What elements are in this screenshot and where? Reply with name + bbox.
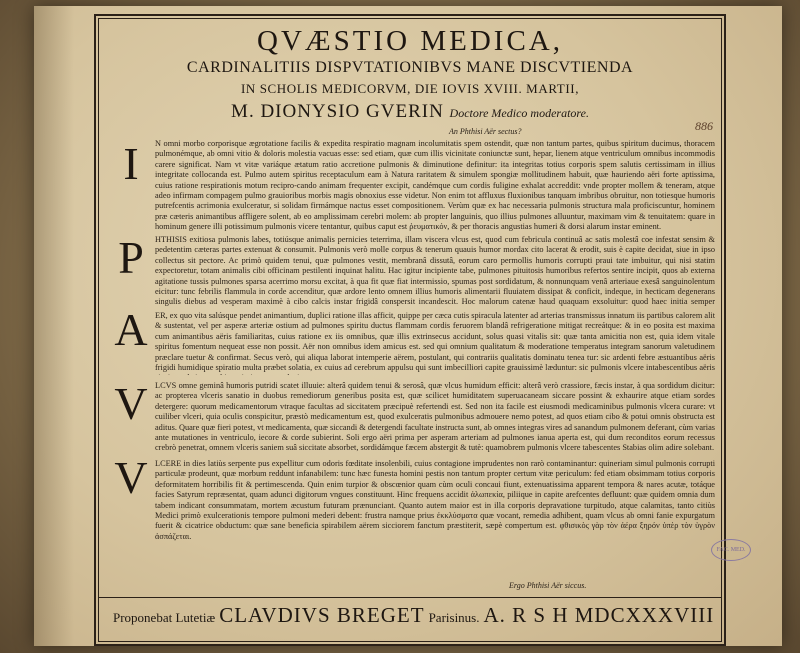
binding-shadow: [34, 6, 74, 646]
title-schools-date: IN SCHOLIS MEDICORVM, DIE IOVIS XVIII. MARTII,: [240, 81, 580, 96]
paragraph: ER, ex quo vita salúsque pendet animantium, duplici ratione illas afficit, quippe per cæca cutis spiracula latenter ad arterias transmissus innatum iis partibus calorem alit & sustentat, vel per asperæ arteriæ ostium ad pulmones spiritu ductus flammam cordis feruorem blandâ refrigeratione mitigat recreátque: & in eo posita est maxima cum animantibus aëris familiaritas, cuius ratione ex iis omnibus, quæ illis extrinsecus accidunt, solus quasi vitalis sit: quæ tanta amicitia non est, quia idem vitale spiritus fomentum nequeat esse non possit. Aër non omnibus idem amicus est. sed qui omnium qualitatum & moderatione temperatus integram sanorum valetudinem præclare tuetur & confirmat. Secus verò, qui aliqua laborat intemperie aërem, postulant, qui contrariis qualitatis dominatu tenea tur: sic ardenti febre æstuantibus aëris frigidi humidique spiratio multa præbet solatia, ex cuius ad cerebrum appulsu qui sunt imbecilliori capite grauissimè læduntur: sic pulmonis vlcere intabescentibus aëris: [155, 311, 715, 373]
thesis-broadside: [94, 14, 746, 646]
printed-page: [34, 6, 782, 646]
paragraph: N omni morbo corporisque ægrotatione facilis & expedita respiratio magnam incolumitatis spem ostendit, quæ non tantum partes, quibus spiritum ducimus, thoracem pulmonémque, ab omni vitio & doloris molestia vacuas esse: sed etiam, quæ cum illis vicinitate coniunctæ sunt, hepar, lienem atque ventriculum omnibus incommodis carere significat. Nam vt vitæ variáque ætatum ratio accretione pulmonis & diminutione definitur: ita integritas totius corporis spem salutis certissimam in illius integritate collocanda est. Pulmo autem spiritus receptaculum eam à Natura raritatem & simulem spongiæ mollitudinem habuit, quæ hauriendo aëri forte aptissima, cuius ratione respirationis motum recipro-cando animam frequenter excipit, candémque cum cordis fuligine exhalat accreddit: vnde propter mollem & teneram, atque adeo infirmam compagem pulmo grauioribus morbis magis obnoxius esse videtur. Non enim tot affluxus fluxionibus tanquam imbribus obruitur, non totiesque humoris putrefcentis acrimonia exulceratur, si solidam firmámque nactus esset compositionem. Verùm quæ ex hac necessaria pulmonis structura mala proficiscuntur, hominem præ cæteris animantibus affligere solent, ab eo amplissimam cerebri molem: ab propter languinis, quo illius pulmones alluuntur, maximam vim & tenuitatem: quare in hominum genere illi potissimum pulmonis vicere tentantur, quibus caput est ῥευματικόν, & per thoracis angustias humeri & dorsi alarum instar eminent.: [155, 139, 715, 232]
initial-letter: P: [118, 232, 144, 283]
paragraph: LCERE in dies latiùs serpente pus expellitur cum odoris fœditate insolenbili, cuius contagione imprudentes non rarò contaminantur: quineriam simul pulmonis corrupti particulæ prodeunt, quæ morbum reddunt infanabilem: tunc hæc funesta homini pestis non tantum propter certum vitæ periculum: fed etiam obsimmam totius corporis deformitatem horribilis fit & pertimescenda. Quin enim turpior & obscœnior quam cùm oculi concaui fiunt, extenuatissima apparent tempora & nares acutæ, totáque facies Satyrum repræsentat, quam adunci digitorum vngues constituunt. Hinc frequens accidit ἀλωπεκία, piliique in capite arefcentes defluunt: quæ quidem omnia dum tabem indicant consummatam, mortem æcustum futuram prænunciant. Quanto autem maior est in illa corporis depravatione turpitudo, atque calamitas, tanto citiùs Medici primò exulcerationis tempore pulmoni mederi debent: frustra namque prius ἐκκλύσματα quæ vocant, remedia adhibent, quam vlcus ab omni fanie expurgatum fuerit & cicatrice obductum: quæ sane beneficia spirabilem aërem sicciorem fanctum præstiterit, sæpè compertum est. φθισικὸς γὰρ τὸν ἀέρα ξηρόν ὑπὲρ τὸν ὑγρὸν ἀσπάζεται.: [155, 459, 715, 541]
title-disputation: CARDINALITIIS DISPVTATIONIBVS MANE DISCVTIENDA: [186, 59, 634, 76]
initial-letter: V: [114, 452, 148, 503]
library-stamp: FAC. MED.: [711, 539, 751, 561]
imprint-line: [113, 603, 713, 628]
imprint-year: A. R S H MDCXXXVIII: [483, 603, 715, 627]
imprint-prefix: Proponebat Lutetiæ: [113, 610, 216, 625]
divider: [99, 597, 721, 598]
moderator-name: M. DIONYSIO GVERIN: [231, 101, 444, 122]
paragraph: LCVS omne geminâ humoris putridi scatet illuuie: alterâ quidem tenui & serosâ, quæ vlcus humidum efficit: alterâ verò crassiore, fæcis instar, à qua sordidum dicitur: ac propterea vlceris sanatio in duobus remediorum generibus posita est, quæ scilicet humiditatem superuacaneam siccare possint & exhaurire atque etiam sordes detergere: quorum medicamentorum vtraque facultas ad siccitatem præcipuè refertendi est. Sed non ita facile est eiusmodi medicaminibus pulmonis vlcera curare: vt cuiliber vlceri, quia oculis conspicitur, præstò medicamentum est, quod exulceratis pulmonibus admouere nemo potest, ad quos etiam cibo & potui omnis obstructa est aditus. Quare quæ fieri potest, vt medicamenta, quæ siccandi & detergendi facultate instructa sunt, ab omnes integras vires ad sanandum pulmonem deferant, cùm varias ante mutationes in ventriculo, iecore & corde subierint. Soli ergo aëri prima per asperam arteriam ad pulmones ianua aperta est, qui dum reconditos eorum recessus crebrò penetrat, omnem vlceris saniem suâ siccitate absorbet, sordidámque fæcem abstergit & tutè: quamobrem pulmonis vlcere tabescentes Stabias olim adire solebant.: [155, 381, 715, 453]
paragraph: HTHISIS exitiosa pulmonis labes, totiúsque animalis pernicies teterrima, illam viscera vlcus est, quod cum febricula continuâ ac satis molestâ coe infestat sensim & pedetentim cæteras partes extenuat & consumit. Pulmonis verò molle corpus & tenerum quauis humor mordax cito lacerat & erodit, suis è capite decidat, siue in ipso collectus sit pectore. Ac primò quidem tenui, quæ pulmones vestit, membranâ dissutâ, eorum caro permollis humoris corrupti praui tate imbuitur, qui nisi statim expectoretur, totam animalis cibi officinam pestilenti inquinat halitu. Hac igitur incipiente tabe, pulmones pituitosis humoribus refertos sentire incipit, quos ab externa agitatione tussis pulmones sparsa acerrimo morsu excitat, à qua fit quæ fiat intermissio, spumas post sordidatum, & nonnunquam venâ arteriaue exesâ sanguinolentum eicitur: tunc febrilis flammula in corde accenditur, quæ ardore lento omnem illius humoris alimentarii fluuiatem dissipat & conficit, indeque, in hecticam degenerans singulis diebus ad vesperam maximè à cibo calcis instar frigidâ conspersit incandescit. Hoc malorum catenæ haud quaquam exsoluitur: quod haec initia semper: [155, 235, 715, 307]
conclusion-line: Ergo Phthisi Aër siccus.: [509, 581, 587, 590]
initial-letter: V: [114, 378, 148, 429]
initial-letter: I: [123, 138, 139, 189]
title-questio: QVÆSTIO MEDICA,: [257, 25, 563, 57]
imprint-author: CLAVDIVS BREGET: [219, 603, 425, 627]
handwritten-number: 886: [695, 119, 713, 133]
imprint-suffix: Parisinus.: [428, 610, 480, 625]
moderator-role: Doctore Medico moderatore.: [449, 106, 589, 120]
title-moderator: [99, 101, 721, 123]
inner-border: [98, 18, 746, 642]
initial-letter: A: [114, 304, 148, 355]
question-line: An Phthisi Aër sectus?: [449, 127, 522, 136]
